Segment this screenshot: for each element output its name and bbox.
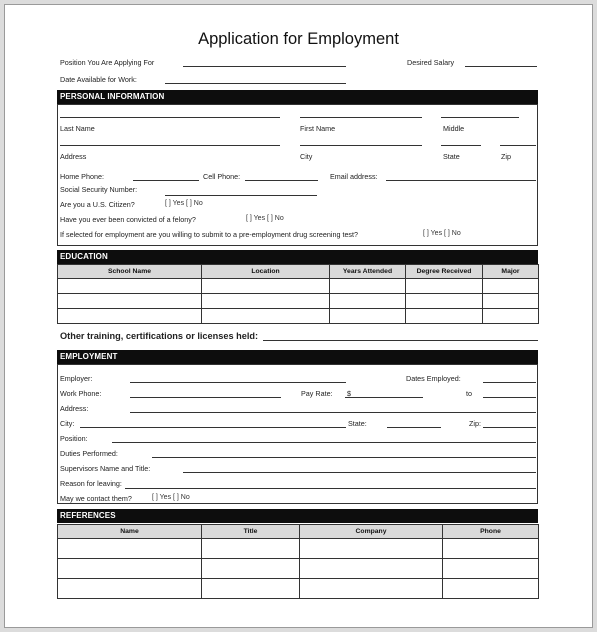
col-location: Location	[202, 265, 330, 279]
pay-rate-field[interactable]	[345, 397, 423, 398]
duties-label: Duties Performed:	[60, 449, 118, 458]
table-row	[58, 294, 539, 309]
table-cell[interactable]	[443, 539, 539, 559]
first-name-field[interactable]	[300, 117, 422, 118]
table-cell[interactable]	[58, 309, 202, 324]
table-cell[interactable]	[406, 309, 483, 324]
employment-section-header: EMPLOYMENT	[57, 350, 538, 364]
emp-address-field[interactable]	[130, 412, 536, 413]
table-cell[interactable]	[202, 294, 330, 309]
table-cell[interactable]	[58, 279, 202, 294]
table-cell[interactable]	[300, 579, 443, 599]
emp-address-label: Address:	[60, 404, 89, 413]
emp-zip-field[interactable]	[483, 427, 536, 428]
middle-label: Middle	[443, 124, 465, 133]
available-label: Date Available for Work:	[60, 75, 137, 84]
emp-city-label: City:	[60, 419, 75, 428]
last-name-label: Last Name	[60, 124, 95, 133]
reason-field[interactable]	[125, 488, 536, 489]
references-table	[57, 524, 539, 599]
table-cell[interactable]	[330, 279, 406, 294]
cell-phone-label: Cell Phone:	[203, 172, 241, 181]
zip-field[interactable]	[500, 145, 536, 146]
position-field[interactable]	[183, 66, 346, 67]
employer-label: Employer:	[60, 374, 93, 383]
emp-zip-label: Zip:	[469, 419, 481, 428]
col-degree-received: Degree Received	[406, 265, 483, 279]
felony-checkboxes[interactable]: [ ] Yes [ ] No	[246, 215, 284, 222]
table-cell[interactable]	[330, 309, 406, 324]
col-major: Major	[483, 265, 539, 279]
currency-symbol: $	[347, 389, 351, 398]
duties-field[interactable]	[152, 457, 536, 458]
col-school-name: School Name	[58, 265, 202, 279]
table-cell[interactable]	[58, 559, 202, 579]
form-title: Application for Employment	[198, 30, 399, 48]
supervisor-label: Supervisors Name and Title:	[60, 464, 151, 473]
table-row	[58, 279, 539, 294]
ssn-label: Social Security Number:	[60, 185, 138, 194]
salary-field[interactable]	[465, 66, 537, 67]
personal-section-header: PERSONAL INFORMATION	[57, 90, 538, 104]
table-row	[58, 579, 539, 599]
work-phone-label: Work Phone:	[60, 389, 102, 398]
employment-section-box	[57, 364, 538, 504]
table-cell[interactable]	[300, 559, 443, 579]
dates-employed-label: Dates Employed:	[406, 374, 461, 383]
contact-question: May we contact them?	[60, 494, 132, 503]
emp-state-field[interactable]	[387, 427, 441, 428]
drug-checkboxes[interactable]: [ ] Yes [ ] No	[423, 230, 461, 237]
last-name-field[interactable]	[60, 117, 280, 118]
emp-position-label: Position:	[60, 434, 88, 443]
zip-label: Zip	[501, 152, 511, 161]
supervisor-field[interactable]	[183, 472, 536, 473]
table-row	[58, 539, 539, 559]
table-cell[interactable]	[483, 294, 539, 309]
other-training-label: Other training, certifications or licenses held:	[60, 331, 259, 341]
table-cell[interactable]	[202, 309, 330, 324]
table-row	[58, 309, 539, 324]
table-cell[interactable]	[443, 579, 539, 599]
emp-position-field[interactable]	[112, 442, 536, 443]
personal-section-box	[57, 104, 538, 246]
col-title: Title	[202, 525, 300, 539]
city-field[interactable]	[300, 145, 422, 146]
education-section-header: EDUCATION	[57, 250, 538, 264]
col-name: Name	[58, 525, 202, 539]
felony-question: Have you ever been convicted of a felony?	[60, 215, 196, 224]
table-cell[interactable]	[58, 539, 202, 559]
table-cell[interactable]	[202, 539, 300, 559]
references-section-header: REFERENCES	[57, 509, 538, 523]
dates-employed-field[interactable]	[483, 382, 536, 383]
state-label: State	[443, 152, 460, 161]
state-field[interactable]	[441, 145, 481, 146]
col-years-attended: Years Attended	[330, 265, 406, 279]
other-training-field[interactable]	[263, 340, 538, 341]
employer-field[interactable]	[130, 382, 346, 383]
references-header-row	[58, 525, 539, 539]
table-cell[interactable]	[483, 279, 539, 294]
emp-city-field[interactable]	[80, 427, 346, 428]
available-field[interactable]	[165, 83, 346, 84]
table-cell[interactable]	[406, 279, 483, 294]
table-cell[interactable]	[330, 294, 406, 309]
email-label: Email address:	[330, 172, 378, 181]
pay-rate-label: Pay Rate:	[301, 389, 333, 398]
table-cell[interactable]	[202, 279, 330, 294]
contact-checkboxes[interactable]: [ ] Yes [ ] No	[152, 494, 190, 501]
citizen-question: Are you a U.S. Citizen?	[60, 200, 135, 209]
col-company: Company	[300, 525, 443, 539]
drug-question: If selected for employment are you willing to submit to a pre-employment drug screening test?	[60, 230, 359, 239]
education-table	[57, 264, 539, 324]
cell-phone-field[interactable]	[245, 180, 318, 181]
table-cell[interactable]	[443, 559, 539, 579]
city-label: City	[300, 152, 313, 161]
address-field[interactable]	[60, 145, 280, 146]
first-name-label: First Name	[300, 124, 336, 133]
home-phone-field[interactable]	[133, 180, 199, 181]
ssn-field[interactable]	[165, 195, 317, 196]
education-header-row	[58, 265, 539, 279]
email-field[interactable]	[386, 180, 536, 181]
table-cell[interactable]	[406, 294, 483, 309]
table-cell[interactable]	[202, 559, 300, 579]
home-phone-label: Home Phone:	[60, 172, 104, 181]
table-cell[interactable]	[58, 579, 202, 599]
salary-label: Desired Salary	[407, 58, 455, 67]
table-row	[58, 559, 539, 579]
position-label: Position You Are Applying For	[60, 58, 155, 67]
col-phone: Phone	[443, 525, 539, 539]
table-cell[interactable]	[483, 309, 539, 324]
middle-field[interactable]	[441, 117, 519, 118]
emp-state-label: State:	[348, 419, 367, 428]
work-phone-field[interactable]	[130, 397, 281, 398]
reason-label: Reason for leaving:	[60, 479, 122, 488]
dates-to-label: to	[466, 389, 472, 398]
table-cell[interactable]	[58, 294, 202, 309]
citizen-checkboxes[interactable]: [ ] Yes [ ] No	[165, 200, 203, 207]
address-label: Address	[60, 152, 87, 161]
table-cell[interactable]	[300, 539, 443, 559]
dates-to-field[interactable]	[483, 397, 536, 398]
table-cell[interactable]	[202, 579, 300, 599]
